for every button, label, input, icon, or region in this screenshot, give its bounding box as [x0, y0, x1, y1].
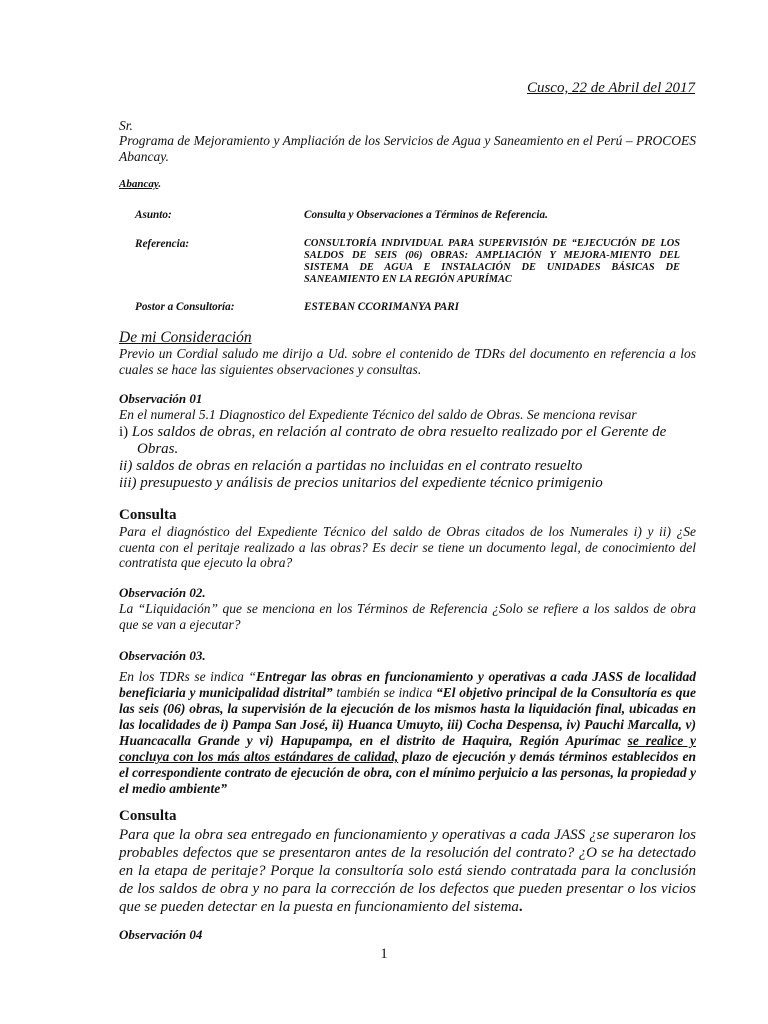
- ref-key-referencia: Referencia:: [135, 238, 190, 250]
- consulta1-text: Para el diagnóstico del Expediente Técnico del saldo de Obras citados de los Numerales i) y ii) ¿Se cuenta con el peritaje realizado a las obras? Es decir se tiene un documento legal, de conocimiento del contratista que ejecuto la obra?: [119, 524, 696, 570]
- page-number: 1: [380, 946, 388, 962]
- ref-value-postor: ESTEBAN CCORIMANYA PARI: [304, 301, 460, 313]
- consulta2-text: [119, 826, 696, 916]
- obs3-quote1: Entregar las obras en funcionamiento y operativas a cada JASS de localidad beneficiaria y municipalidad distrital”: [119, 669, 696, 700]
- obs1-item-i: [119, 424, 696, 441]
- ref-key-asunto: Asunto:: [135, 209, 172, 221]
- consulta1-title: Consulta: [119, 507, 177, 523]
- obs3-part2: también se indica: [332, 685, 436, 700]
- consulta2-title: Consulta: [119, 808, 177, 824]
- obs1-item-i-prefix: i): [119, 424, 129, 440]
- obs1-item-iii: iii) presupuesto y análisis de precios unitarios del expediente técnico primigenio: [119, 475, 603, 491]
- recipient-org: Programa de Mejoramiento y Ampliación de los Servicios de Agua y Saneamiento en el Perú – PROCOES Abancay.: [119, 133, 696, 164]
- ref-key-postor: Postor a Consultoría:: [135, 301, 235, 313]
- letter-date: Cusco, 22 de Abril del 2017: [526, 80, 695, 96]
- obs4-title: Observación 04: [119, 927, 203, 942]
- consulta2-body: Para que la obra sea entregado en funcionamiento y operativas a cada JASS ¿se superaron los probables defectos que se presentaron antes de la resolución del contrato? ¿O se ha detectado en la etapa de peritaje? Porque la consultoría solo está siendo contratada para la conclusión de los saldos de obra y no para la corrección de los defectos que pueden presentar o los vicios que se pueden detectar en la puesta en funcionamiento del sistema: [119, 827, 696, 915]
- obs1-item-ii: ii) saldos de obras en relación a partidas no incluidas en el contrato resuelto: [119, 458, 583, 474]
- intro-paragraph: Previo un Cordial saludo me dirijo a Ud. sobre el contenido de TDRs del documento en referencia a los cuales se hace las siguientes observaciones y consultas.: [119, 346, 696, 377]
- obs2-text: La “Liquidación” que se menciona en los Términos de Referencia ¿Solo se refiere a los saldos de obra que se van a ejecutar?: [119, 601, 696, 632]
- obs3-underlined: se realice y concluya con los más altos estándares de calidad,: [119, 733, 696, 764]
- obs3-part1: En los TDRs se indica “: [119, 669, 257, 684]
- recipient-city-name: Abancay: [119, 178, 159, 190]
- obs1-item-i-text: Los saldos de obras, en relación al contrato de obra resuelto realizado por el Gerente de: [128, 424, 667, 440]
- obs3-title: Observación 03.: [119, 648, 206, 663]
- obs1-text: En el numeral 5.1 Diagnostico del Expediente Técnico del saldo de Obras. Se menciona revisar: [119, 407, 637, 422]
- consideration-heading: De mi Consideración: [119, 329, 252, 346]
- consulta2-end: .: [518, 899, 523, 915]
- recipient-city: [119, 178, 696, 190]
- obs3-quote2: “El objetivo principal de la Consultoría es que las seis (06) obras, la supervisión de la ejecución de los mismos hasta la liquidación final, ubicadas en las localidades de i) Pampa San José, ii) Huanca Umuyto, iii) Cocha Despensa, iv) Pauchi Marcalla, v) Huancacalla Grande y vi) Hapupampa, en el distrito de Haquira, Región Apurímac: [119, 685, 697, 748]
- obs1-item-i-cont: Obras.: [137, 441, 179, 457]
- obs1-title: Observación 01: [119, 391, 203, 406]
- recipient-city-dot: .: [158, 178, 162, 190]
- obs3-quote3: plazo de ejecución y demás términos establecidos en el correspondiente contrato de ejecución de obra, con el mínimo perjuicio a las personas, la propiedad y el medio ambiente”: [119, 749, 697, 796]
- salutation: Sr.: [119, 118, 133, 133]
- obs2-title: Observación 02.: [119, 585, 206, 600]
- obs3-paragraph: [119, 669, 696, 797]
- ref-value-asunto: Consulta y Observaciones a Términos de Referencia.: [304, 209, 548, 221]
- ref-value-referencia: CONSULTORÍA INDIVIDUAL PARA SUPERVISIÓN DE “EJECUCIÓN DE LOS SALDOS DE SEIS (06) OBRAS: AMPLIACIÓN Y MEJORA-MIENTO DEL SISTEMA DE AGUA E INSTALACIÓN DE UNIDADES BÁSICAS DE SANEAMIENTO EN LA REGIÓN APURÍMAC: [304, 238, 680, 285]
